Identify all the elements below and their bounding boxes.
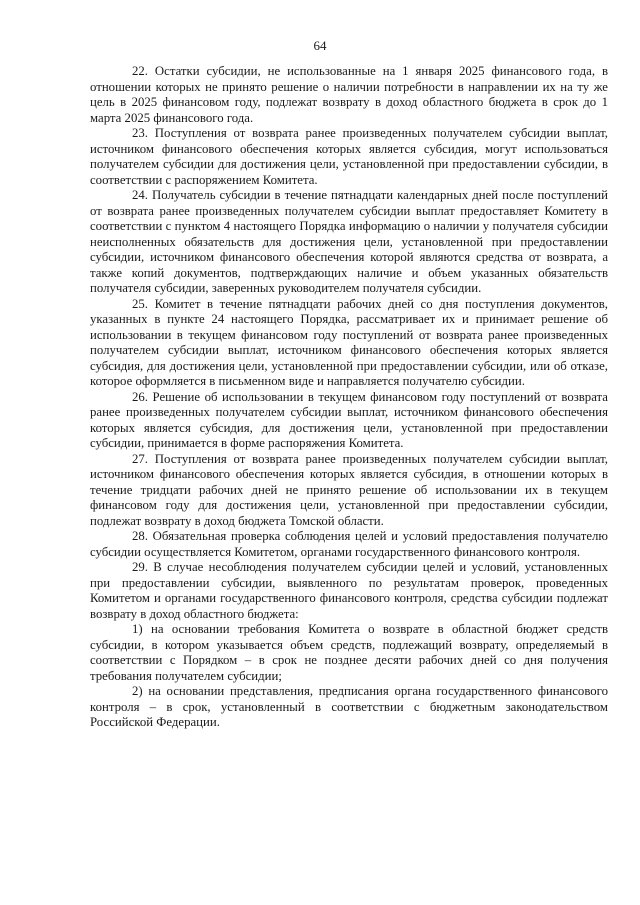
paragraph-27: 27. Поступления от возврата ранее произведенных получателем субсидии выплат, источником финансового обеспечения которых является субсидия, в отношении которых в течение тридцати рабочих дней не принято решение об использовании их в текущем финансовом году для достижения цели, установленной при предоставлении субсидии, подлежат возврату в доход бюджета Томской области. (90, 451, 608, 528)
paragraph-22: 22. Остатки субсидии, не использованные на 1 января 2025 финансового года, в отношении которых не принято решение о наличии потребности в направлении их на ту же цель в 2025 финансовом году, подлежат возврату в доход областного бюджета в срок до 1 марта 2025 финансового года. (90, 64, 608, 125)
paragraph-26: 26. Решение об использовании в текущем финансовом году поступлений от возврата ранее произведенных получателем субсидии выплат, источником финансового обеспечения которых является субсидия, для достижения цели, установленной при предоставлении субсидии, принимается в форме распоряжения Комитета. (90, 389, 608, 450)
paragraph-23: 23. Поступления от возврата ранее произведенных получателем субсидии выплат, источником финансового обеспечения которых является субсидия, могут использоваться получателем субсидии для достижения цели, установленной при предоставлении субсидии, в соответствии с распоряжением Комитета. (90, 126, 608, 187)
paragraph-29: 29. В случае несоблюдения получателем субсидии целей и условий, установленных при предоставлении субсидии, выявленного по результатам проверок, проведенных Комитетом и органами государственного финансового контроля, средства субсидии подлежат возврату в доход областного бюджета: (90, 560, 608, 621)
paragraph-24: 24. Получатель субсидии в течение пятнадцати календарных дней после поступлений от возврата ранее произведенных получателем субсидии выплат предоставляет Комитету в соответствии с пунктом 4 настоящего Порядка информацию о наличии у получателя субсидии неисполненных обязательств для достижения цели, установленной при предоставлении субсидии, источником финансового обеспечения которой являются средства от возврата, а также копий документов, подтверждающих наличие и объем указанных обязательств получателя субсидии, заверенных руководителем получателя субсидии. (90, 188, 608, 295)
subitem-29-2: 2) на основании представления, предписания органа государственного финансового контроля – в срок, установленный в соответствии с бюджетным законодательством Российской Федерации. (90, 684, 608, 729)
subitem-29-1: 1) на основании требования Комитета о возврате в областной бюджет средств субсидии, в котором указывается объем средств, подлежащий возврату, определяемый в соответствии с Порядком – в срок не позднее десяти рабочих дней со дня получения требования получателем субсидии; (90, 622, 608, 683)
page-number: 64 (313, 38, 327, 53)
document-body (90, 64, 608, 731)
paragraph-28: 28. Обязательная проверка соблюдения целей и условий предоставления получателю субсидии осуществляется Комитетом, органами государственного финансового контроля. (90, 529, 608, 559)
paragraph-25: 25. Комитет в течение пятнадцати рабочих дней со дня поступления документов, указанных в пункте 24 настоящего Порядка, рассматривает их и принимает решение об использовании в текущем финансовом году поступлений от возврата ранее произведенных получателем субсидии выплат, источником финансового обеспечения которых является субсидия, для достижения цели, установленной при предоставлении субсидии, или об отказе, которое оформляется в письменном виде и направляется получателю субсидии. (90, 296, 608, 388)
